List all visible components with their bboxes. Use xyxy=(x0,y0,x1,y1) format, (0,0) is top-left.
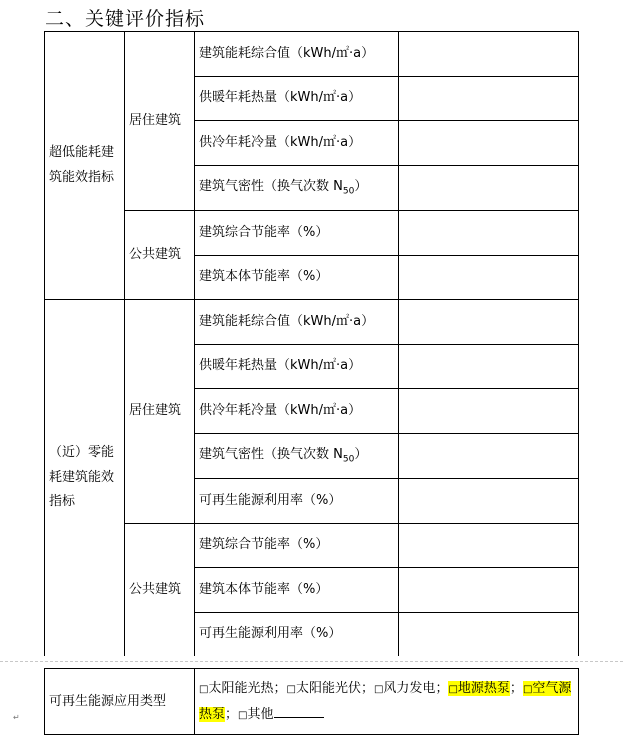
checkbox-icon[interactable]: □ xyxy=(199,684,209,696)
indicator-value-cell[interactable] xyxy=(399,524,579,568)
option-label: 空气源热泵 xyxy=(199,681,572,722)
renewable-option[interactable] xyxy=(238,707,273,722)
indicator-value-cell[interactable] xyxy=(399,568,579,613)
renewable-options[interactable]: □太阳能光热；□太阳能光伏；□风力发电；□地源热泵；□空气源热泵；□其他 xyxy=(195,669,579,735)
indicator-value-cell[interactable] xyxy=(399,77,579,121)
renewable-table xyxy=(44,668,579,735)
indicator-value-cell[interactable] xyxy=(399,32,579,77)
indicator-label: 建筑能耗综合值（kWh/㎡·a） xyxy=(195,32,399,77)
page-break xyxy=(0,656,623,668)
building-type-label: 公共建筑 xyxy=(125,211,195,300)
indicator-label: 建筑气密性（换气次数 $N_{50}$） xyxy=(195,434,399,479)
indicator-value-cell[interactable] xyxy=(399,300,579,345)
indicator-value-cell[interactable] xyxy=(399,166,579,211)
building-type-label: 居住建筑 xyxy=(125,32,195,211)
indicator-value-cell[interactable] xyxy=(399,121,579,166)
checkbox-icon[interactable]: □ xyxy=(448,684,458,696)
indicator-label: 建筑气密性（换气次数 $N_{50}$） xyxy=(195,166,399,211)
indicator-value-cell[interactable] xyxy=(399,479,579,524)
building-type-label: 公共建筑 xyxy=(125,524,195,657)
option-label: 太阳能光热 xyxy=(208,681,274,697)
renewable-option[interactable] xyxy=(199,681,273,696)
indicator-label: 供冷年耗冷量（kWh/㎡·a） xyxy=(195,121,399,166)
indicator-label: 供暖年耗热量（kWh/㎡·a） xyxy=(195,345,399,389)
category-label: 超低能耗建筑能效指标 xyxy=(45,32,125,300)
indicator-label: 可再生能源利用率（%） xyxy=(195,613,399,657)
indicator-value-cell[interactable] xyxy=(399,613,579,657)
renewable-label: 可再生能源应用类型 xyxy=(45,669,195,735)
table-row xyxy=(45,524,579,568)
indicator-label: 建筑综合节能率（%） xyxy=(195,524,399,568)
table-row xyxy=(45,300,579,345)
renewable-option[interactable] xyxy=(374,681,435,696)
paragraph-mark: ↵ xyxy=(13,713,20,722)
option-label: 太阳能光伏 xyxy=(295,681,361,697)
option-label: 地源热泵 xyxy=(457,681,510,697)
other-blank[interactable] xyxy=(274,703,324,718)
table-row xyxy=(45,211,579,256)
building-type-label: 居住建筑 xyxy=(125,300,195,524)
checkbox-icon[interactable]: □ xyxy=(238,709,248,721)
option-label: 其他 xyxy=(247,706,274,722)
indicator-label: 可再生能源利用率（%） xyxy=(195,479,399,524)
indicator-table xyxy=(44,31,579,657)
indicator-label: 建筑本体节能率（%） xyxy=(195,568,399,613)
indicator-label: 供暖年耗热量（kWh/㎡·a） xyxy=(195,77,399,121)
indicator-label: 建筑本体节能率（%） xyxy=(195,256,399,300)
indicator-value-cell[interactable] xyxy=(399,389,579,434)
renewable-option[interactable] xyxy=(286,681,360,696)
indicator-value-cell[interactable] xyxy=(399,256,579,300)
renewable-option[interactable] xyxy=(448,681,509,696)
indicator-label: 建筑能耗综合值（kWh/㎡·a） xyxy=(195,300,399,345)
indicator-value-cell[interactable] xyxy=(399,211,579,256)
indicator-label: 建筑综合节能率（%） xyxy=(195,211,399,256)
indicator-value-cell[interactable] xyxy=(399,434,579,479)
table-row xyxy=(45,32,579,77)
category-label: （近）零能耗建筑能效指标 xyxy=(45,300,125,657)
checkbox-icon[interactable]: □ xyxy=(522,684,533,696)
checkbox-icon[interactable]: □ xyxy=(373,684,384,696)
checkbox-icon[interactable]: □ xyxy=(286,684,296,696)
section-heading: 二、关键评价指标 xyxy=(45,8,206,30)
indicator-label: 供冷年耗冷量（kWh/㎡·a） xyxy=(195,389,399,434)
option-label: 风力发电 xyxy=(383,681,436,697)
page-break-line xyxy=(0,661,623,662)
indicator-value-cell[interactable] xyxy=(399,345,579,389)
